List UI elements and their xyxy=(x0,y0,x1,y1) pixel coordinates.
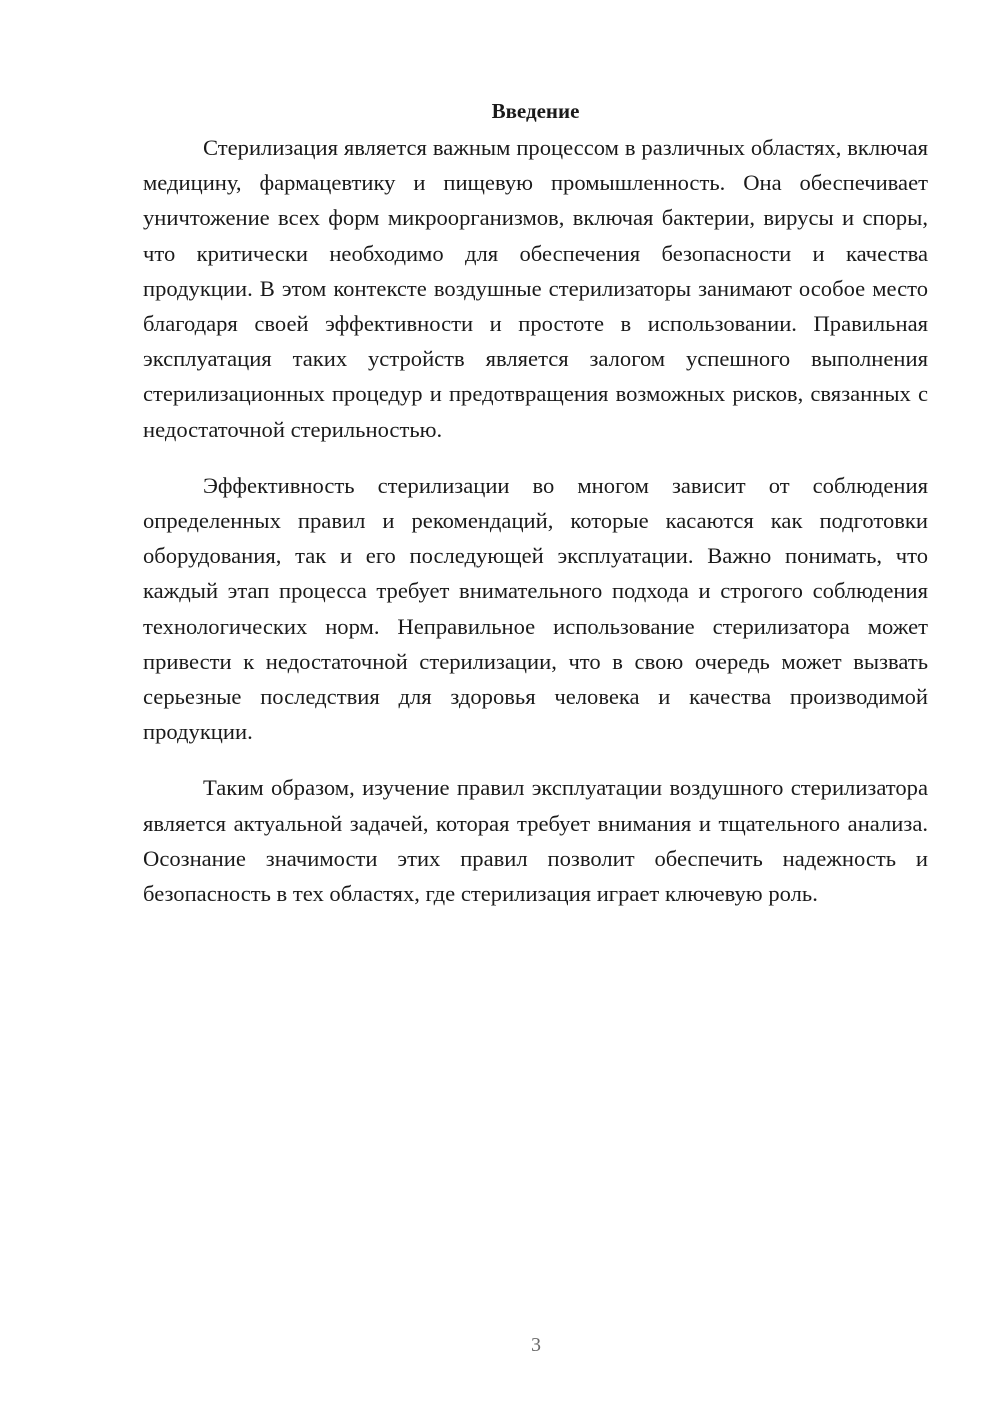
page-number: 3 xyxy=(531,1334,541,1356)
paragraph-2: Эффективность стерилизации во многом зависит от соблюдения определенных правил и рекомендаций, которые касаются как подготовки оборудования, так и его последующей эксплуатации. Важно понимать, что каждый этап процесса требует внимательного подхода и строгого соблюдения технологических норм. Неправильное использование стерилизатора может привести к недостаточной стерилизации, что в свою очередь может вызвать серьезные последствия для здоровья человека и качества производимой продукции. xyxy=(143,472,928,745)
paragraph-1: Стерилизация является важным процессом в различных областях, включая медицину, фармацевтику и пищевую промышленность. Она обеспечивает уничтожение всех форм микроорганизмов, включая бактерии, вирусы и споры, что критически необходимо для обеспечения безопасности и качества продукции. В этом контексте воздушные стерилизаторы занимают особое место благодаря своей эффективности и простоте в использовании. Правильная эксплуатация таких устройств является залогом успешного выполнения стерилизационных процедур и предотвращения возможных рисков, связанных с недостаточной стерильностью. xyxy=(143,135,928,442)
section-title: Введение xyxy=(491,99,580,123)
paragraph-3: Таким образом, изучение правил эксплуатации воздушного стерилизатора является актуальной задачей, которая требует внимания и тщательного анализа. Осознание значимости этих правил позволит обеспечить надежность и безопасность в тех областях, где стерилизация играет ключевую роль. xyxy=(143,775,928,907)
document-page xyxy=(143,96,928,932)
